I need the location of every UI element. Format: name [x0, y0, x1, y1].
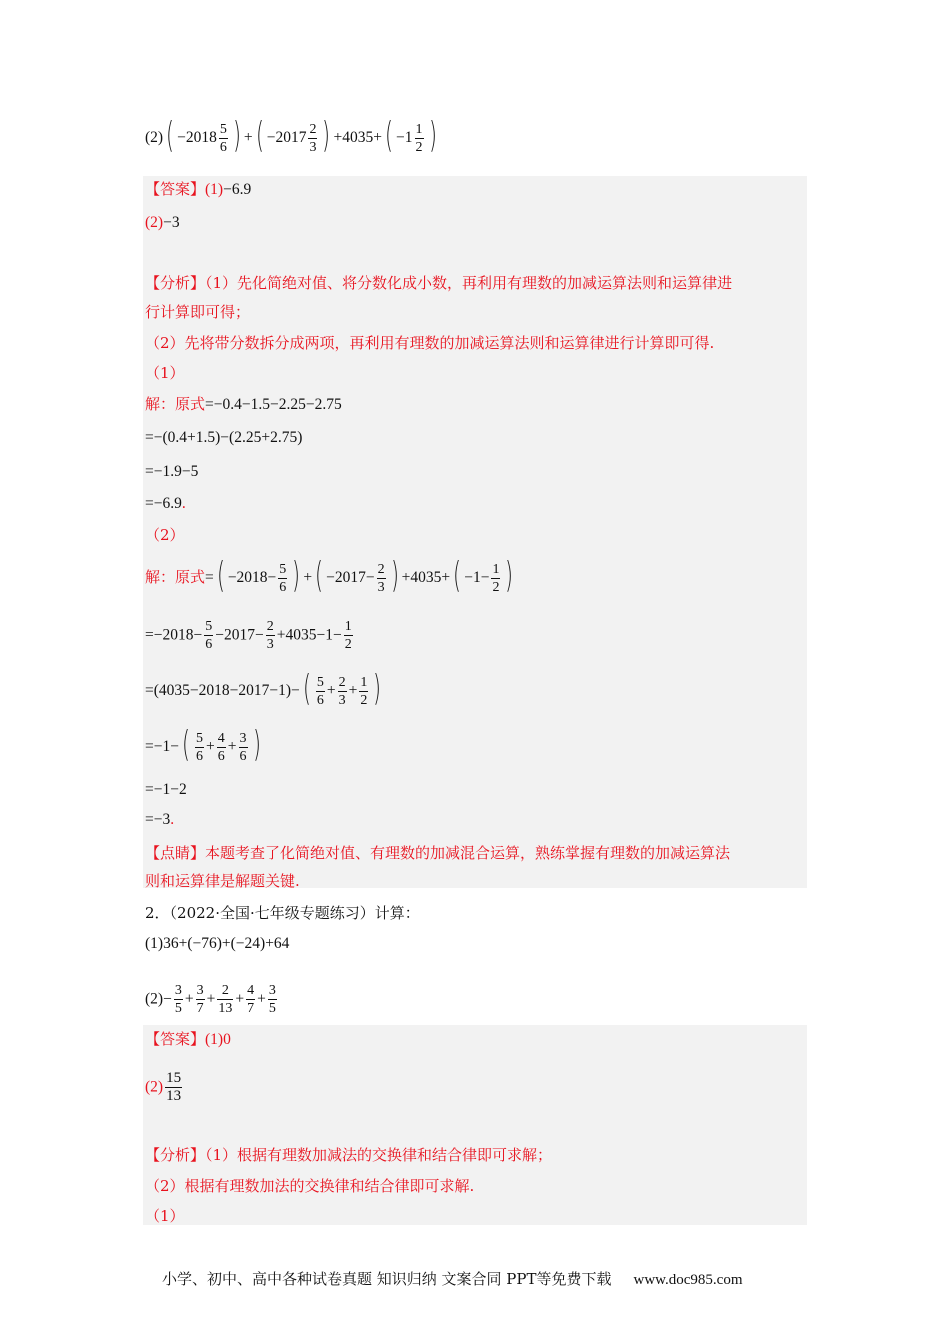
solution-1-line2: =−(0.4+1.5)−(2.25+2.75): [145, 429, 303, 446]
comment-1-line2: 则和运算律是解题关键.: [145, 872, 300, 890]
analysis-2-line1: 【分析】（1）根据有理数加减法的交换律和结合律即可求解；: [145, 1146, 553, 1164]
question-2-part1: (1)36+(−76)+(−24)+64: [145, 935, 290, 952]
answer-1-line2: (2)−3: [145, 214, 180, 231]
page-footer: [162, 1268, 743, 1289]
footer-url[interactable]: www.doc985.com: [633, 1272, 743, 1288]
solution-2-line2: =−2018− $\frac{5}{6}$ −2017− $\frac{2}{3}$ +4035−1− $\frac{1}{2}$: [145, 619, 352, 652]
solution-2-line1: 解：原式=( −2018− $\frac{5}{6}$ ) +( −2017− $\frac{2}{3}$ ) +4035+( −1− $\frac{1}{2}$ ): [145, 555, 514, 596]
solution-1-line1: 解：原式=−0.4−1.5−2.25−2.75: [145, 395, 342, 413]
q1-part2-expression: (2)( −2018 $\frac{5}{6}$ ) +( −2017 $\frac{2}{3}$ ) +4035+( −1 $\frac{1}{2}$ ): [145, 115, 437, 156]
answer-1-line1: 【答案】(1)−6.9: [145, 180, 252, 198]
solution-2-line5: =−1−2: [145, 781, 187, 798]
question-2-header: 2．（2022·全国·七年级专题练习）计算：: [145, 904, 420, 922]
comment-1-line1: 【点睛】本题考查了化简绝对值、有理数的加减混合运算，熟练掌握有理数的加减运算法: [145, 844, 731, 862]
solution-2-line4: =−1−( $\frac{5}{6}$ + $\frac{4}{6}$ + $\frac{3}{6}$ ): [145, 724, 261, 765]
solution-2-line3: =(4035−2018−2017−1)−( $\frac{5}{6}$ + $\frac{2}{3}$ + $\frac{1}{2}$ ): [145, 668, 382, 709]
answer-2-line2: (2) $\frac{15}{13}$: [145, 1070, 182, 1104]
solution-1-line3: =−1.9−5: [145, 463, 199, 480]
solution-2-line6: =−3.: [145, 811, 175, 828]
solution-1-line4: =−6.9.: [145, 495, 186, 512]
analysis-1-sub2: （2）: [145, 526, 185, 544]
question-2-part2: (2)− $\frac{3}{5}$ + $\frac{3}{7}$ + $\frac{2}{13}$ + $\frac{4}{7}$ + $\frac{3}{5}$: [145, 983, 276, 1016]
analysis-1-line1: 【分析】（1）先化简绝对值、将分数化成小数，再利用有理数的加减运算法则和运算律进: [145, 274, 733, 292]
analysis-2-sub1: （1）: [145, 1207, 185, 1225]
analysis-2-line2: （2）根据有理数加法的交换律和结合律即可求解.: [145, 1177, 475, 1195]
footer-text: 小学、初中、高中各种试卷真题 知识归纳 文案合同 PPT等免费下载: [162, 1270, 612, 1288]
analysis-1-line2: 行计算即可得；: [145, 303, 251, 321]
analysis-1-sub1: （1）: [145, 364, 185, 382]
answer-2-line1: 【答案】(1)0: [145, 1030, 231, 1048]
analysis-1-line3: （2）先将带分数拆分成两项，再利用有理数的加减运算法则和运算律进行计算即可得.: [145, 334, 715, 352]
